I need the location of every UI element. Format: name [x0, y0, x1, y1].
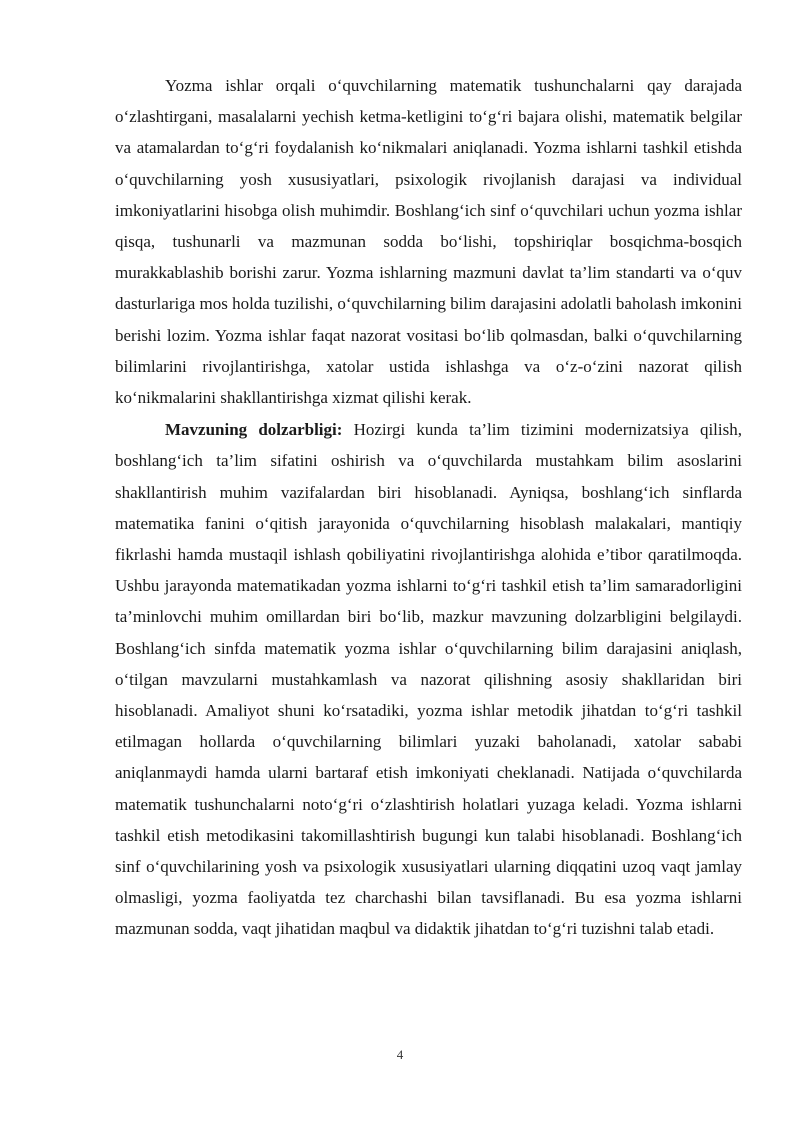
paragraph-text: Hozirgi kunda ta’lim tizimini modernizatsiya qilish, boshlang‘ich ta’lim sifatini oshirish va o‘quvchilarda mustahkam bilim asoslarini shakllantirish muhim vazifalardan biri hisoblanadi. Ayniqsa, boshlang‘ich sinflarda matematika fanini o‘qitish jarayonida o‘quvchilarning hisoblash malakalari, mantiqiy fikrlashi hamda mustaqil ishlash qobiliyatini rivojlantirishga alohida e’tibor qaratilmoqda. Ushbu jarayonda matematikadan yozma ishlarni to‘g‘ri tashkil etish ta’lim samaradorligini ta’minlovchi muhim omillardan biri bo‘lib, mazkur mavzuning dolzarbligini belgilaydi. Boshlang‘ich sinfda matematik yozma ishlar o‘quvchilarning bilim darajasini aniqlash, o‘tilgan mavzularni mustahkamlash va nazorat qilishning asosiy shakllaridan biri hisoblanadi. Amaliyot shuni ko‘rsatadiki, yozma ishlar metodik jihatdan to‘g‘ri tashkil etilmagan hollarda o‘quvchilarning bilimlari yuzaki baholanadi, xatolar sababi aniqlanmaydi hamda ularni bartaraf etish imkoniyati cheklanadi. Natijada o‘quvchilarda matematik tushunchalarni noto‘g‘ri o‘zlashtirish holatlari yuzaga keladi. Yozma ishlarni tashkil etish metodikasini takomillashtirish bugungi kun talabi hisoblanadi. Boshlang‘ich sinf o‘quvchilarining yosh va psixologik xususiyatlari ularning diqqatini uzoq vaqt jamlay olmasligi, yozma faoliyatda tez charchashi bilan tavsiflanadi. Bu esa yozma ishlarni mazmunan sodda, vaqt jihatidan maqbul va didaktik jihatdan to‘g‘ri tuzishni talab etadi. [115, 420, 742, 939]
paragraph-heading-label: Mavzuning dolzarbligi: [165, 420, 343, 440]
paragraph-text: Yozma ishlar orqali o‘quvchilarning matematik tushunchalarni qay darajada o‘zlashtirgani, masalalarni yechish ketma-ketligini to‘g‘ri bajara olishi, matematik belgilar va atamalardan to‘g‘ri foydalanish ko‘nikmalari aniqlanadi. Yozma ishlarni tashkil etishda o‘quvchilarning yosh xususiyatlari, psixologik rivojlanish darajasi va individual imkoniyatlarini hisobga olish muhimdir. Boshlang‘ich sinf o‘quvchilari uchun yozma ishlar qisqa, tushunarli va mazmunan sodda bo‘lishi, topshiriqlar bosqichma-bosqich murakkablashib borishi zarur. Yozma ishlarning mazmuni davlat ta’lim standarti va o‘quv dasturlariga mos holda tuzilishi, o‘quvchilarning bilim darajasini adolatli baholash imkonini berishi lozim. Yozma ishlar faqat nazorat vositasi bo‘lib qolmasdan, balki o‘quvchilarning bilimlarini rivojlantirishga, xatolar ustida ishlashga va o‘z-o‘zini nazorat qilish ko‘nikmalarini shakllantirishga xizmat qilishi kerak. [115, 76, 742, 408]
paragraph-topic-relevance [115, 414, 742, 944]
page-number: 4 [396, 1047, 404, 1062]
paragraph-written-work-assessment [115, 70, 742, 413]
document-body [115, 70, 742, 945]
